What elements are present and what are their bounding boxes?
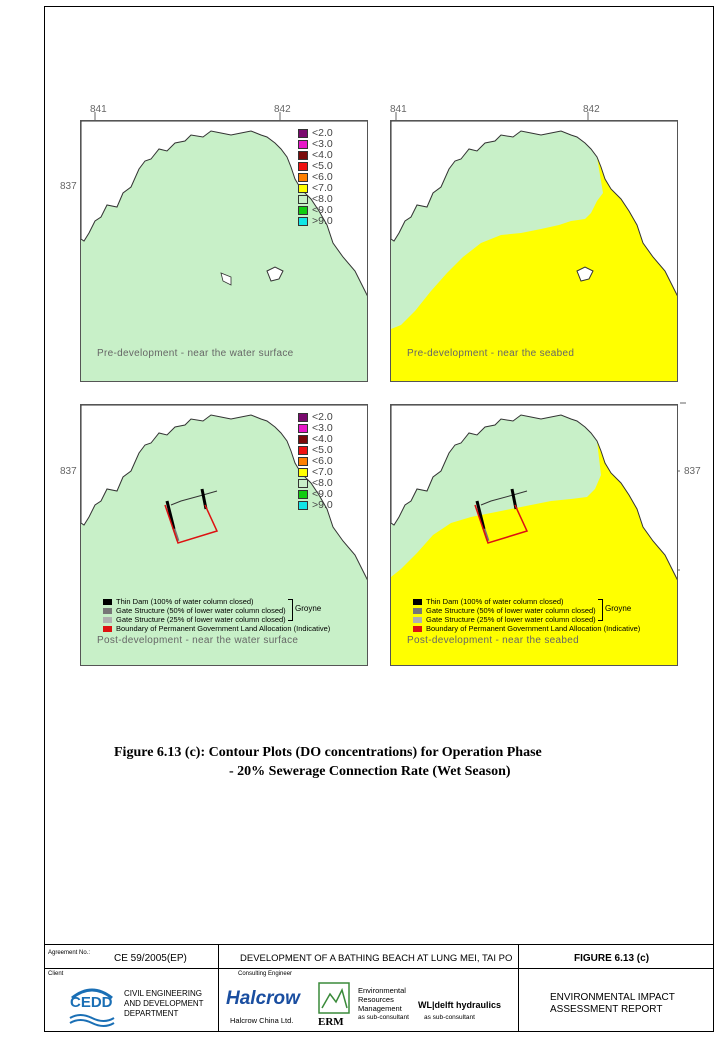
agreement-number: CE 59/2005(EP) [114,953,187,964]
key-label: Thin Dam (100% of water column closed) [426,597,564,606]
halcrow-name: Halcrow China Ltd. [230,1016,294,1025]
panel-caption: Post-development - near the seabed [407,635,579,646]
legend-label: <3.0 [312,422,333,434]
cedd-name-2: AND DEVELOPMENT [124,999,204,1008]
legend-post-surface [298,412,333,511]
legend-swatch [298,468,308,477]
legend-label: <2.0 [312,127,333,139]
legend-swatch [298,479,308,488]
erm-name-2: Resources [358,995,394,1004]
key-label: Gate Structure (25% of lower water column closed) [116,615,286,624]
key-swatch [413,608,422,614]
key-swatch [103,608,112,614]
erm-name-3: Management [358,1004,402,1013]
legend-swatch [298,140,308,149]
x-tick-841-left: 841 [90,104,107,115]
legend-label: <5.0 [312,444,333,456]
legend-label: <6.0 [312,171,333,183]
legend-label: <4.0 [312,149,333,161]
cedd-logo-text: CEDD [70,994,113,1011]
key-label: Gate Structure (50% of lower water column closed) [116,606,286,615]
legend-swatch [298,195,308,204]
erm-logo-text: ERM [318,1016,344,1028]
x-tick-842-left: 842 [274,104,291,115]
legend-label: <3.0 [312,138,333,150]
key-label: Gate Structure (50% of lower water column closed) [426,606,596,615]
cedd-name-1: CIVIL ENGINEERING [124,989,202,998]
cedd-name-3: DEPARTMENT [124,1009,179,1018]
y-tick-837-top: 837 [60,181,77,192]
legend-swatch [298,413,308,422]
legend-label: <9.0 [312,488,333,500]
panel-caption: Pre-development - near the seabed [407,348,575,359]
halcrow-logo: Halcrow [226,988,300,1009]
panel-caption: Post-development - near the water surface [97,635,299,646]
x-tick-842-right: 842 [583,104,600,115]
erm-name-1: Environmental [358,986,406,995]
key-item [103,615,330,624]
title-block [44,944,714,1032]
legend-swatch [298,162,308,171]
project-title: DEVELOPMENT OF A BATHING BEACH AT LUNG MEI, TAI PO [240,953,513,964]
panel-post-seabed [390,404,678,666]
x-tick-841-right: 841 [390,104,407,115]
key-swatch [413,599,422,605]
groyne-bracket [288,599,293,621]
legend-swatch [298,435,308,444]
legend-swatch [298,184,308,193]
figure-caption-line-2: - 20% Sewerage Connection Rate (Wet Season) [229,764,511,779]
delft-logo: WL|delft hydraulics [418,1000,502,1010]
legend-label: <6.0 [312,455,333,467]
panel-post-surface [80,404,368,666]
figure-number: FIGURE 6.13 (c) [574,953,650,964]
key-label: Gate Structure (25% of lower water column closed) [426,615,596,624]
key-item [413,615,640,624]
legend-label: >9.0 [312,499,333,511]
legend-swatch [298,501,308,510]
panel-pre-seabed [390,120,678,382]
panel-caption: Pre-development - near the water surface [97,348,294,359]
cedd-logo [68,980,116,1028]
y-tick-837-bottom: 837 [60,466,77,477]
legend-label: >9.0 [312,215,333,227]
panel-pre-surface [80,120,368,382]
legend-item [298,216,333,227]
key-swatch [103,617,112,623]
legend-swatch [298,217,308,226]
structure-key [103,597,330,633]
key-swatch [413,617,422,623]
legend-label: <8.0 [312,477,333,489]
legend-swatch [298,206,308,215]
delft-sub-consultant: as sub-consultant [424,1014,475,1021]
key-item [413,624,640,633]
figure-caption [114,743,542,781]
legend-label: <5.0 [312,160,333,172]
key-swatch [103,599,112,605]
legend-swatch [298,173,308,182]
legend-swatch [298,490,308,499]
key-swatch [103,626,112,632]
legend-label: <4.0 [312,433,333,445]
consultant-label: Consulting Engineer [238,971,293,977]
legend-label: <2.0 [312,411,333,423]
legend-label: <7.0 [312,466,333,478]
key-label: Boundary of Permanent Government Land Allocation (Indicative) [116,624,331,633]
y-tick-837-right: 837 [684,466,701,477]
figure-caption-line-1: Figure 6.13 (c): Contour Plots (DO concentrations) for Operation Phase [114,745,542,760]
legend-swatch [298,424,308,433]
report-title-2: ASSESSMENT REPORT [550,1004,663,1015]
legend-item [298,500,333,511]
erm-logo-icon [318,982,350,1014]
key-label: Boundary of Permanent Government Land Allocation (Indicative) [426,624,641,633]
key-label: Thin Dam (100% of water column closed) [116,597,254,606]
agreement-label: Agreement No.: [48,950,91,956]
legend-pre-surface [298,128,333,227]
key-swatch [413,626,422,632]
structure-key [413,597,640,633]
legend-swatch [298,457,308,466]
legend-label: <7.0 [312,182,333,194]
key-item [103,624,330,633]
groyne-bracket [598,599,603,621]
report-title-1: ENVIRONMENTAL IMPACT [550,992,675,1003]
client-label: Client [48,971,64,977]
contour-map-pre-seabed [391,121,678,382]
groyne-label: Groyne [605,604,632,613]
legend-swatch [298,151,308,160]
legend-swatch [298,446,308,455]
erm-sub-consultant: as sub-consultant [358,1014,409,1021]
legend-label: <9.0 [312,204,333,216]
legend-label: <8.0 [312,193,333,205]
groyne-label: Groyne [295,604,322,613]
legend-swatch [298,129,308,138]
